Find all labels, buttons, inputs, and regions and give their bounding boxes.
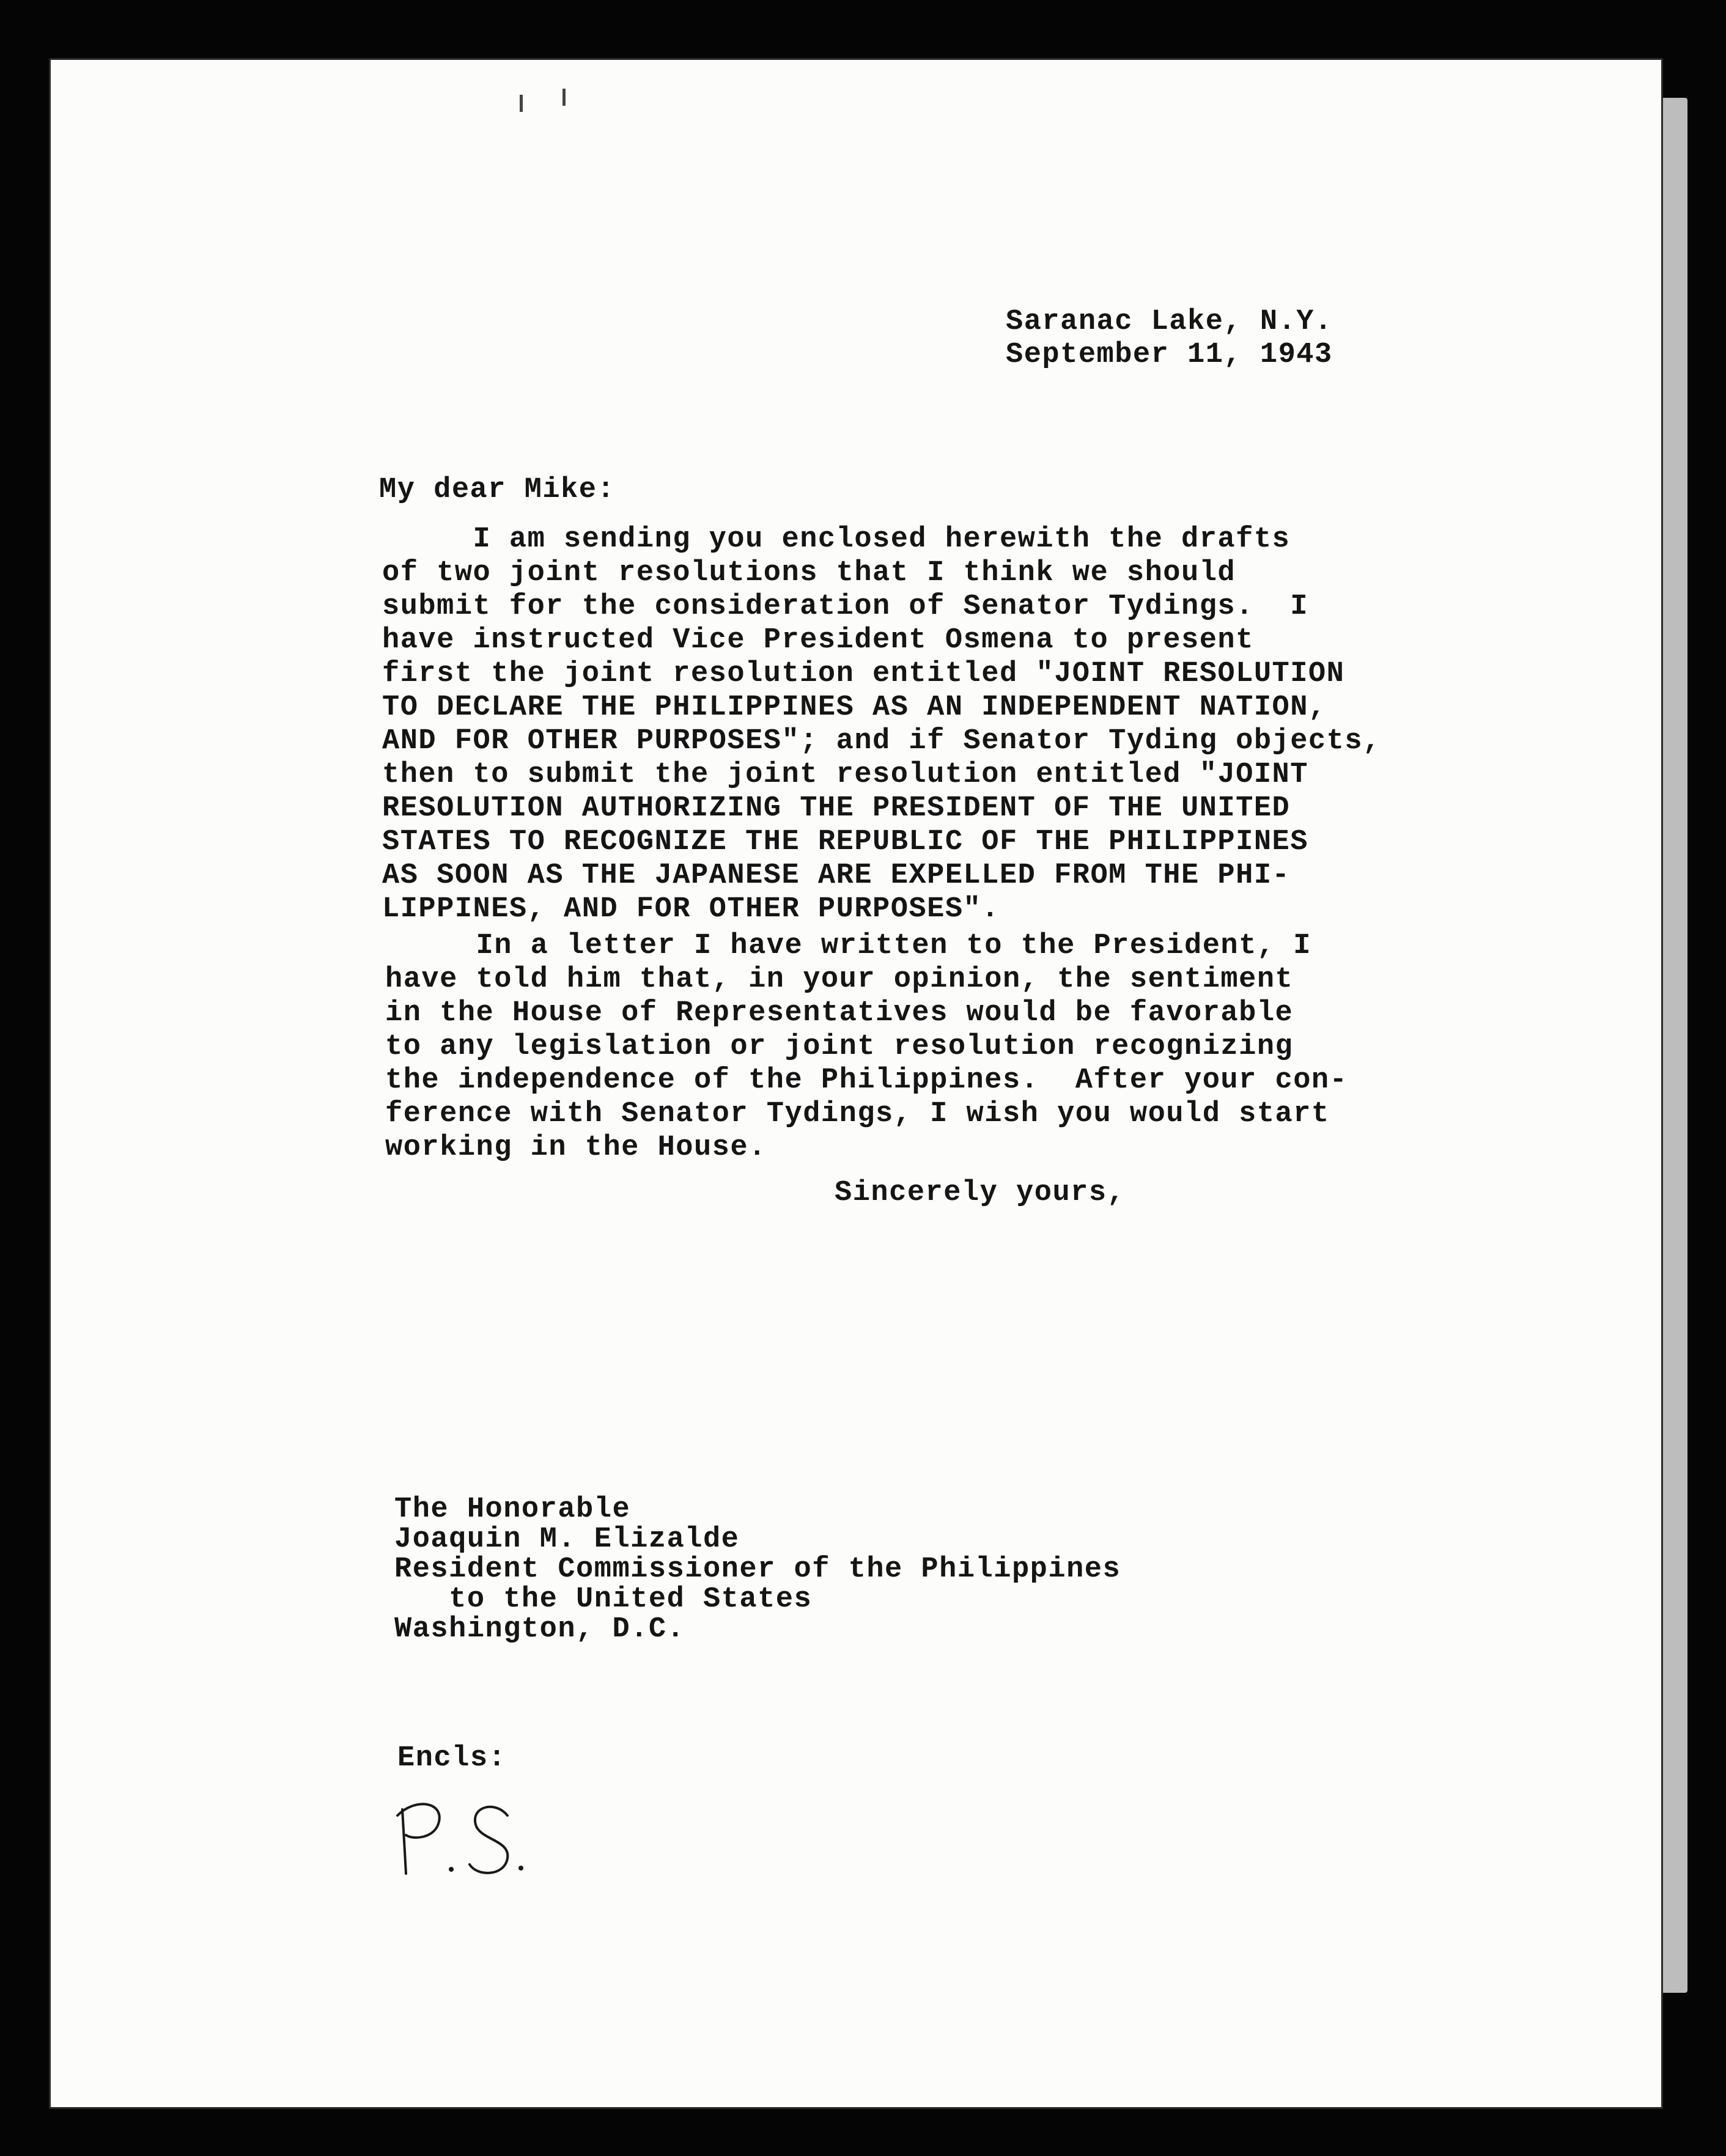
body-paragraph-1: I am sending you enclosed herewith the drafts of two joint resolutions that I think we should submit for the consideration of Senator Tydings. I have instructed Vice President Osmena to present first the joint resolution entitled "JOINT RESOLUTION TO DECLARE THE PHILIPPINES AS AN INDEPENDENT NATION, AND FOR OTHER PURPOSES"; and if Senator Tyding objects, then to submit the joint resolution entitled "JOINT RESOLUTION AUTHORIZING THE PRESIDENT OF THE UNITED STATES TO RECOGNIZE THE REPUBLIC OF THE PHILIPPINES AS SOON AS THE JAPANESE ARE EXPELLED FROM THE PHI- LIPPINES, AND FOR OTHER PURPOSES". [382, 523, 1381, 925]
page-mark [520, 95, 523, 112]
recipient-address: The Honorable Joaquin M. Elizalde Resident Commissioner of the Philippines to the United States Washington, D.C. [394, 1493, 1121, 1646]
dateline: Saranac Lake, N.Y. September 11, 1943 [1006, 306, 1333, 371]
body-paragraph-2: In a letter I have written to the President, I have told him that, in your opinion, the sentiment in the House of Representatives would be favorable to any legislation or joint resolution recognizing the independence of the Philippines. After your con- ference with Senator Tydings, I wish you would start working in the House. [385, 930, 1348, 1164]
closing: Sincerely yours, [835, 1177, 1126, 1209]
enclosure-note: Encls: [397, 1742, 507, 1775]
handwritten-ps-note [385, 1791, 532, 1883]
salutation: My dear Mike: [379, 474, 616, 506]
page-mark [562, 89, 566, 106]
